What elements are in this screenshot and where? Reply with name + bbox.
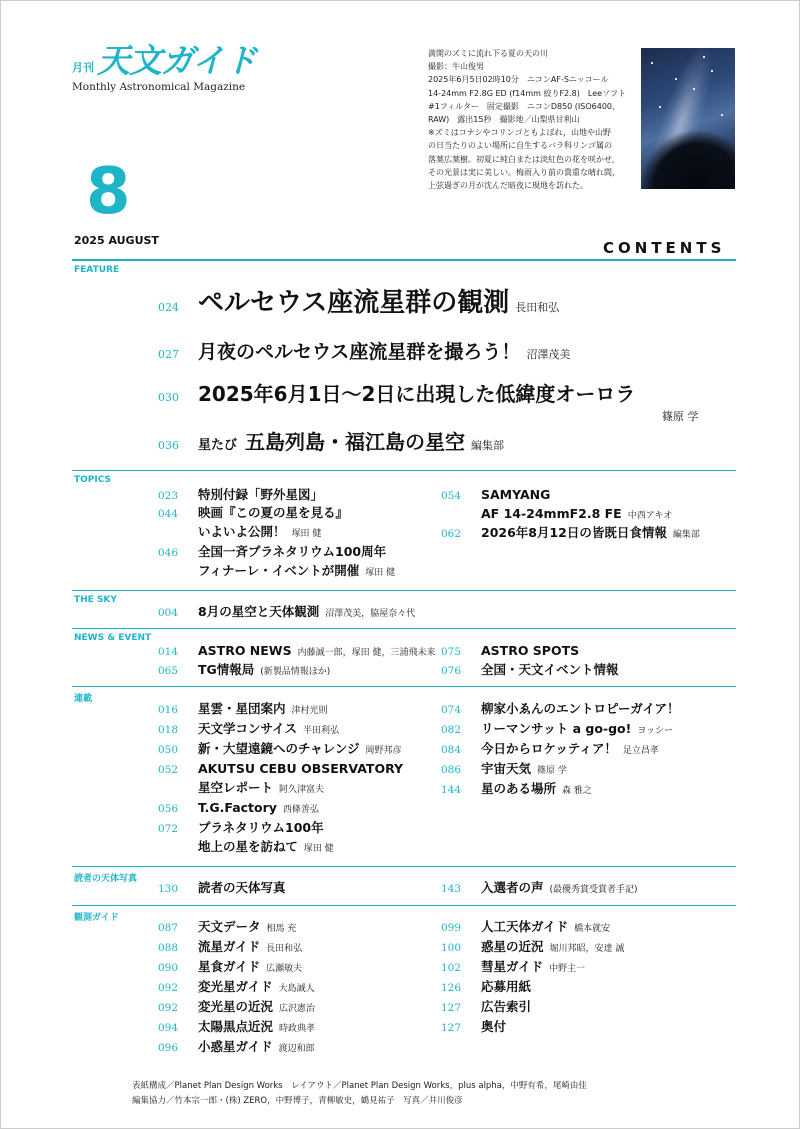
article-title-line2: AF 14-24mmF2.8 FE xyxy=(481,506,622,521)
page-number: 074 xyxy=(441,704,462,716)
guide-item[interactable] xyxy=(158,996,315,1015)
monthly-mark: 月刊 xyxy=(72,61,94,74)
news-item[interactable] xyxy=(158,659,330,678)
article-title: 流星ガイド xyxy=(198,939,261,954)
issue-number: 8 xyxy=(86,155,131,229)
sky-item[interactable] xyxy=(158,601,415,620)
guide-item[interactable] xyxy=(158,1016,315,1035)
page-number: 076 xyxy=(441,665,462,677)
series-item[interactable] xyxy=(158,817,334,854)
page-number: 102 xyxy=(441,962,462,974)
article-author: 長田和弘 xyxy=(515,301,560,314)
page-number: 052 xyxy=(158,764,179,776)
page-number: 065 xyxy=(158,665,179,677)
article-prefix: 星たび xyxy=(198,438,238,453)
section-rule xyxy=(72,905,736,906)
page-number: 096 xyxy=(158,1042,179,1054)
page-number: 084 xyxy=(441,744,462,756)
feature-item[interactable] xyxy=(158,337,570,364)
credits xyxy=(132,1079,732,1109)
star xyxy=(721,114,723,116)
feature-item[interactable] xyxy=(158,426,504,455)
article-author: 沼澤茂美，脇屋奈々代 xyxy=(325,609,416,619)
page-number: 014 xyxy=(158,646,179,658)
article-author: 相馬 充 xyxy=(266,924,297,934)
guide-item[interactable] xyxy=(441,936,624,955)
caption-line: RAW) 露出15秒 撮影地／山梨県甘利山 xyxy=(428,115,580,125)
series-item[interactable] xyxy=(441,718,673,737)
topics-item[interactable] xyxy=(158,484,323,503)
article-title: 天文データ xyxy=(198,919,261,934)
article-title: ASTRO NEWS xyxy=(198,643,292,658)
news-item[interactable] xyxy=(441,659,619,678)
credits-line: 編集協力／竹本宗一郎・(株) ZERO，中野博子，青柳敏史，鶴見祐子 写真／井川俊彦 xyxy=(132,1096,463,1106)
page-number: 143 xyxy=(441,883,462,895)
article-author: 篠原 学 xyxy=(662,410,699,423)
page-number: 004 xyxy=(158,607,179,619)
page-number: 086 xyxy=(441,764,462,776)
article-title: 読者の天体写真 xyxy=(198,880,286,895)
article-author: 阿久津富夫 xyxy=(279,785,325,795)
article-title: 彗星ガイド xyxy=(481,959,544,974)
article-title: 8月の星空と天体観測 xyxy=(198,604,320,619)
article-author: 半田利弘 xyxy=(303,726,340,736)
star xyxy=(703,56,705,58)
guide-item[interactable] xyxy=(158,916,296,935)
readers-item[interactable] xyxy=(441,877,638,896)
page-number: 044 xyxy=(158,508,179,520)
caption-line: の日当たりのよい場所に自生するバラ科リンゴ属の xyxy=(428,141,612,151)
article-author: 内藤誠一郎，塚田 健，三浦飛未来 xyxy=(297,648,436,658)
article-author: 広沢憲治 xyxy=(279,1004,316,1014)
series-item[interactable] xyxy=(158,797,319,816)
article-title: 小惑星ガイド xyxy=(198,1039,273,1054)
article-author: 渡辺和郎 xyxy=(278,1044,315,1054)
article-author: 堀川邦昭，安達 誠 xyxy=(549,944,625,954)
series-item[interactable] xyxy=(441,738,659,757)
article-title: 2025年6月1日〜2日に出現した低緯度オーロラ xyxy=(198,382,636,406)
star xyxy=(693,88,695,90)
page-number: 099 xyxy=(441,922,462,934)
news-item[interactable] xyxy=(158,640,435,659)
contents-rule xyxy=(72,259,736,261)
caption-line: #1フィルター 固定撮影 ニコンD850 (ISO6400, xyxy=(428,101,615,111)
article-title: ペルセウス座流星群の観測 xyxy=(198,288,510,318)
guide-item[interactable] xyxy=(441,956,585,975)
series-item[interactable] xyxy=(441,778,592,797)
page-number: 130 xyxy=(158,883,179,895)
section-label-series: 連載 xyxy=(74,694,93,704)
masthead xyxy=(72,41,292,93)
article-author: 編集部 xyxy=(471,439,505,452)
guide-item[interactable] xyxy=(158,936,302,955)
article-author: 塚田 健 xyxy=(365,568,396,578)
section-rule xyxy=(72,470,736,471)
page-number: 126 xyxy=(441,982,462,994)
section-label-feature: FEATURE xyxy=(74,265,120,275)
article-author: 塚田 健 xyxy=(303,844,334,854)
series-item[interactable] xyxy=(441,698,680,717)
guide-item[interactable] xyxy=(441,1016,506,1035)
page-number: 087 xyxy=(158,922,179,934)
article-author: 津村光則 xyxy=(291,706,328,716)
article-title: 今日からロケッティア！ xyxy=(481,741,617,756)
topics-item[interactable] xyxy=(441,484,673,521)
caption-line: ※ズミはコナシやコリンゴともよばれ，山地や山野 xyxy=(428,128,612,138)
page-number: 092 xyxy=(158,982,179,994)
guide-item[interactable] xyxy=(441,916,610,935)
page-number: 082 xyxy=(441,724,462,736)
page-number: 094 xyxy=(158,1022,179,1034)
article-title: プラネタリウム100年 xyxy=(198,820,324,835)
caption-line: 上弦過ぎの月が沈んだ暗夜に現地を訪れた。 xyxy=(428,181,588,191)
masthead-subtitle: Monthly Astronomical Magazine xyxy=(72,81,246,93)
article-author: (新製品情報ほか) xyxy=(260,667,331,677)
page-number: 144 xyxy=(441,784,462,796)
article-title: 新・大望遠鏡へのチャレンジ xyxy=(198,741,360,756)
star xyxy=(659,106,661,108)
issue-date: 2025 AUGUST xyxy=(74,234,159,247)
series-item[interactable] xyxy=(441,758,567,777)
section-label-sky: THE SKY xyxy=(74,595,117,605)
caption-line: 落葉広葉樹。初夏に純白または淡紅色の花を咲かせ， xyxy=(428,154,620,164)
page-number: 018 xyxy=(158,724,179,736)
feature-item[interactable] xyxy=(158,378,635,407)
article-title-line2: いよいよ公開！ xyxy=(198,524,286,539)
caption-line: 14-24mm F2.8G ED (f14mm 絞りF2.8) Leeソフト xyxy=(428,88,627,98)
page-number: 023 xyxy=(158,490,179,502)
page-number: 127 xyxy=(441,1022,462,1034)
page-number: 127 xyxy=(441,1002,462,1014)
article-title: ASTRO SPOTS xyxy=(481,643,580,658)
series-item[interactable] xyxy=(158,758,404,795)
credits-line: 表紙構成／Planet Plan Design Works レイアウト／Planet Plan Design Works，plus alpha，中野有希，尾崎由佳 xyxy=(132,1081,587,1091)
article-title: 入選者の声 xyxy=(481,880,544,895)
article-title: 変光星の近況 xyxy=(198,999,274,1014)
topics-item[interactable] xyxy=(158,502,349,539)
article-author: 時政典孝 xyxy=(279,1024,316,1034)
news-item[interactable] xyxy=(441,640,579,659)
section-rule xyxy=(72,686,736,687)
series-item[interactable] xyxy=(158,718,339,737)
caption-line: 2025年6月5日02時10分 ニコンAF-Sニッコール xyxy=(428,75,609,85)
tree-silhouette xyxy=(641,131,735,189)
guide-item[interactable] xyxy=(158,1036,315,1055)
article-title: SAMYANG xyxy=(481,487,551,502)
article-author: 篠原 学 xyxy=(537,766,567,776)
topics-item[interactable] xyxy=(158,541,396,578)
page-number: 030 xyxy=(158,391,179,404)
article-title: AKUTSU CEBU OBSERVATORY xyxy=(198,761,404,776)
page-number: 027 xyxy=(158,348,179,361)
cover-photo xyxy=(641,48,735,189)
article-title: TG情報局 xyxy=(198,662,255,677)
page-number: 056 xyxy=(158,803,179,815)
article-title: 映画『この夏の星を見る』 xyxy=(198,505,349,520)
guide-item[interactable] xyxy=(441,996,531,1015)
article-author: 大島誠人 xyxy=(278,984,315,994)
page-number: 054 xyxy=(441,490,462,502)
article-author: 森 雅之 xyxy=(562,786,592,796)
article-title: 応募用紙 xyxy=(481,979,532,994)
article-title: 星食ガイド xyxy=(198,959,261,974)
article-title: 変光星ガイド xyxy=(198,979,273,994)
article-author: 塚田 健 xyxy=(291,529,322,539)
page-number: 062 xyxy=(441,528,462,540)
article-title: T.G.Factory xyxy=(198,800,277,815)
article-author: 足立昌孝 xyxy=(622,746,659,756)
article-title: 奥付 xyxy=(481,1019,507,1034)
article-title: 月夜のペルセウス座流星群を撮ろう！ xyxy=(198,341,521,363)
article-title: 天文学コンサイス xyxy=(198,721,298,736)
caption-line: その光景は実に美しい。梅雨入り前の貴重な晴れ間， xyxy=(428,167,620,177)
page-number: 024 xyxy=(158,301,179,314)
guide-item[interactable] xyxy=(158,956,302,975)
article-title: 星のある場所 xyxy=(481,781,557,796)
article-author: 長田和弘 xyxy=(266,944,303,954)
article-title: 柳家小ゑんのエントロピーガイア！ xyxy=(481,701,680,716)
article-title: 太陽黒点近況 xyxy=(198,1019,274,1034)
page-number: 016 xyxy=(158,704,179,716)
section-label-topics: TOPICS xyxy=(74,475,111,485)
section-label-news: NEWS & EVENT xyxy=(74,633,152,643)
page-number: 075 xyxy=(441,646,462,658)
guide-item[interactable] xyxy=(441,976,531,995)
article-title-line2: フィナーレ・イベントが開催 xyxy=(198,563,360,578)
article-title: 全国・天文イベント情報 xyxy=(481,662,619,677)
section-label-guide: 観測ガイド xyxy=(74,913,119,923)
article-title: 宇宙天気 xyxy=(481,761,532,776)
article-author: 中西アキオ xyxy=(627,511,673,521)
section-rule xyxy=(72,590,736,591)
article-title: 星雲・星団案内 xyxy=(198,701,286,716)
article-title: リーマンサット a go-go! xyxy=(481,721,632,736)
readers-item[interactable] xyxy=(158,877,286,896)
page-number: 072 xyxy=(158,823,179,835)
cover-caption xyxy=(428,47,638,192)
article-author: 西條善弘 xyxy=(282,805,319,815)
article-title: 2026年8月12日の皆既日食情報 xyxy=(481,525,667,540)
article-author: 編集部 xyxy=(672,530,700,540)
star xyxy=(675,78,677,80)
contents-title: CONTENTS xyxy=(603,239,726,257)
page-number: 100 xyxy=(441,942,462,954)
page-number: 088 xyxy=(158,942,179,954)
feature-item[interactable] xyxy=(158,282,559,319)
topics-item[interactable] xyxy=(441,522,700,541)
article-author: (最優秀賞受賞者手記) xyxy=(549,885,638,895)
article-title: 惑星の近況 xyxy=(481,939,544,954)
page-number: 092 xyxy=(158,1002,179,1014)
page-number: 090 xyxy=(158,962,179,974)
logo: 天文ガイド xyxy=(97,41,257,80)
article-author: 広瀬敏夫 xyxy=(266,964,303,974)
article-author: 沼澤茂美 xyxy=(526,348,571,361)
page-number: 050 xyxy=(158,744,179,756)
caption-line: 満開のズミに流れ下る夏の天の川 xyxy=(428,49,548,58)
article-title: 全国一斉プラネタリウム100周年 xyxy=(198,544,387,559)
star xyxy=(711,70,713,72)
caption-line: 撮影：牛山俊男 xyxy=(428,62,484,72)
guide-item[interactable] xyxy=(158,976,315,995)
article-author: 岡野邦彦 xyxy=(365,746,402,756)
series-item[interactable] xyxy=(158,738,402,757)
section-rule xyxy=(72,866,736,867)
article-title: 人工天体ガイド xyxy=(481,919,569,934)
section-label-readers: 読者の天体写真 xyxy=(74,874,138,884)
article-author: 中野主一 xyxy=(549,964,586,974)
section-rule xyxy=(72,628,736,629)
article-author: ヨッシー xyxy=(637,726,674,736)
page-number: 046 xyxy=(158,547,179,559)
star xyxy=(651,62,653,64)
article-title: 特別付録「野外星図」 xyxy=(198,487,324,502)
article-title: 広告索引 xyxy=(481,999,532,1014)
article-title-line2: 星空レポート xyxy=(198,780,274,795)
article-title: 五島列島・福江島の星空 xyxy=(245,430,466,454)
page-number: 036 xyxy=(158,439,179,452)
article-title-line2: 地上の星を訪ねて xyxy=(198,839,298,854)
article-author: 橋本就安 xyxy=(574,924,611,934)
series-item[interactable] xyxy=(158,698,328,717)
